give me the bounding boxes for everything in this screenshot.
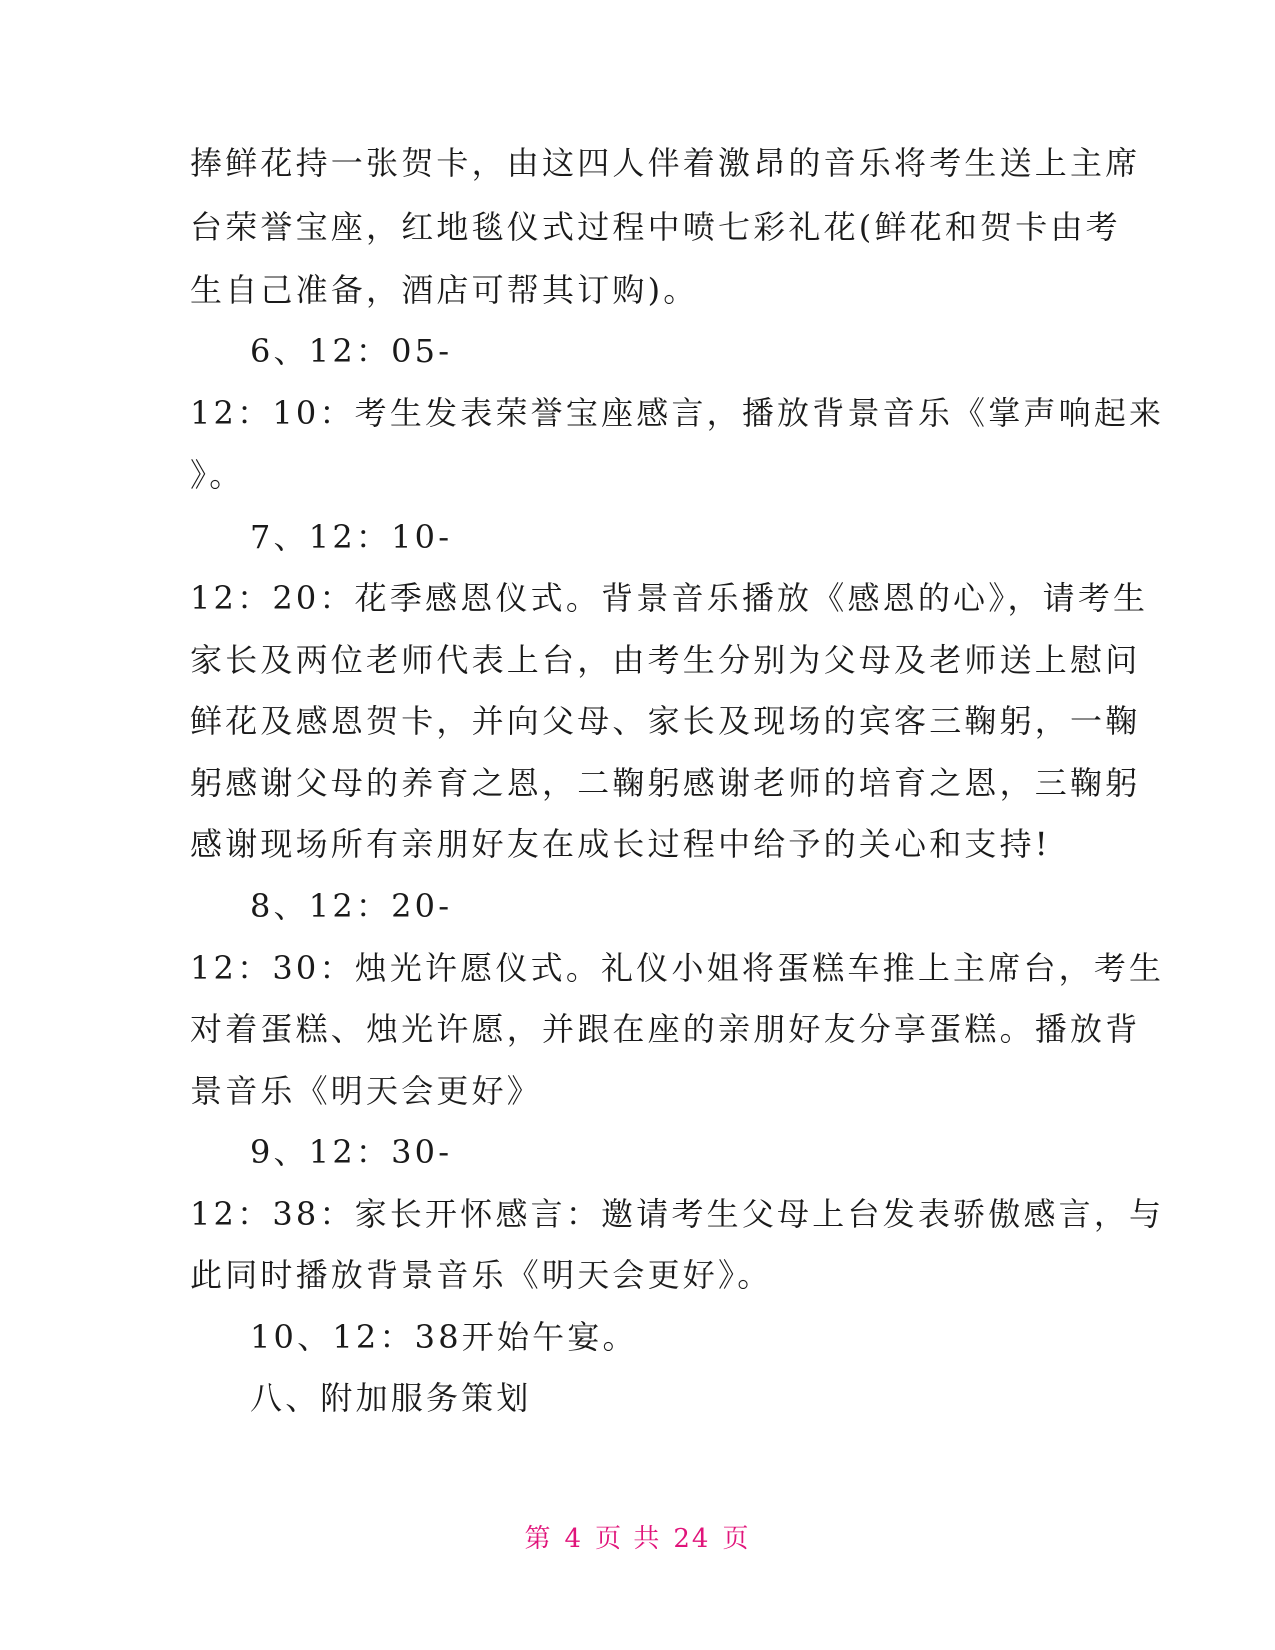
page-footer — [0, 1522, 1275, 1556]
section-time-9: 9、12：30- — [250, 1133, 453, 1171]
body-line: 躬感谢父母的养育之恩，二鞠躬感谢老师的培育之恩，三鞠躬 — [190, 764, 1141, 802]
section-time-6: 6、12：05- — [250, 332, 453, 370]
section-time-7: 7、12：10- — [250, 518, 453, 556]
body-line: 》。 — [190, 456, 245, 494]
body-line: 12：20：花季感恩仪式。背景音乐播放《感恩的心》，请考生 — [190, 579, 1149, 617]
body-line: 12：38：家长开怀感言：邀请考生父母上台发表骄傲感言，与 — [190, 1195, 1165, 1233]
body-line: 捧鲜花持一张贺卡，由这四人伴着激昂的音乐将考生送上主席 — [190, 144, 1141, 182]
body-line: 12：30：烛光许愿仪式。礼仪小姐将蛋糕车推上主席台，考生 — [190, 949, 1165, 987]
footer-total-pages: 24 — [673, 1524, 711, 1554]
body-line: 生自己准备，酒店可帮其订购)。 — [190, 271, 699, 309]
body-line: 此同时播放背景音乐《明天会更好》。 — [190, 1256, 773, 1294]
footer-suffix: 页 — [722, 1524, 751, 1554]
body-line: 对着蛋糕、烛光许愿，并跟在座的亲朋好友分享蛋糕。播放背 — [190, 1010, 1141, 1048]
body-line: 感谢现场所有亲朋好友在成长过程中给予的关心和支持! — [190, 825, 1051, 863]
body-line: 12：10：考生发表荣誉宝座感言，播放背景音乐《掌声响起来 — [190, 394, 1165, 432]
section-heading: 八、附加服务策划 — [250, 1379, 532, 1417]
section-time-10: 10、12：38开始午宴。 — [250, 1318, 638, 1356]
section-time-8: 8、12：20- — [250, 887, 453, 925]
body-line: 家长及两位老师代表上台，由考生分别为父母及老师送上慰问 — [190, 641, 1141, 679]
body-line: 鲜花及感恩贺卡，并向父母、家长及现场的宾客三鞠躬，一鞠 — [190, 702, 1141, 740]
footer-current-page: 4 — [564, 1524, 584, 1554]
footer-prefix: 第 — [524, 1524, 553, 1554]
footer-middle: 页 共 — [595, 1524, 662, 1554]
body-line: 台荣誉宝座，红地毯仪式过程中喷七彩礼花(鲜花和贺卡由考 — [190, 208, 1121, 246]
body-line: 景音乐《明天会更好》 — [190, 1072, 543, 1110]
